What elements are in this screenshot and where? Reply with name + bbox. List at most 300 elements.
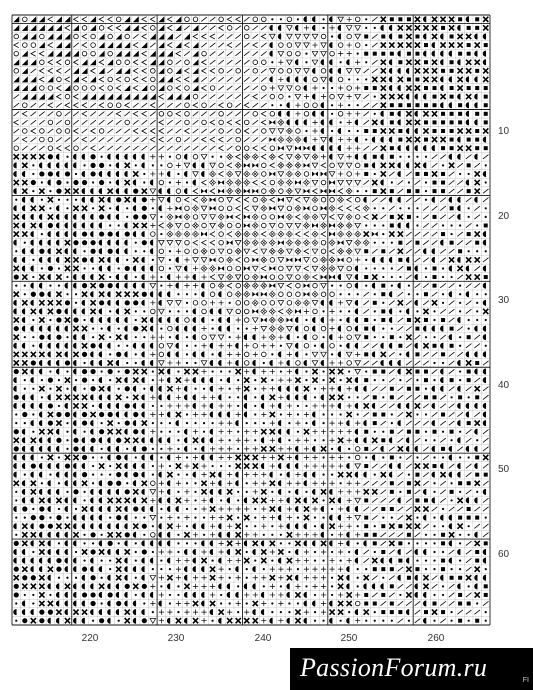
stitch-diamond-hatch: [193, 222, 199, 228]
stitch-dot: [229, 302, 231, 304]
stitch-dot: [485, 319, 487, 321]
stitch-dot: [237, 517, 239, 519]
stitch-slash: [193, 146, 199, 150]
stitch-filled-circle: [82, 369, 87, 374]
stitch-cross: [184, 532, 189, 537]
stitch-half-square: [73, 68, 79, 74]
stitch-half-circle: [432, 420, 435, 425]
stitch-dot: [263, 585, 265, 587]
stitch-filled-square: [398, 17, 402, 21]
stitch-filled-circle: [116, 438, 121, 443]
stitch-chevron: [65, 146, 70, 151]
stitch-slash: [423, 481, 429, 485]
stitch-half-circle: [227, 532, 230, 537]
stitch-half-circle: [159, 292, 162, 297]
stitch-filled-square: [450, 138, 454, 142]
stitch-dot: [58, 508, 60, 510]
stitch-dot: [348, 130, 350, 132]
stitch-filled-circle: [82, 472, 87, 477]
stitch-half-circle: [14, 171, 17, 176]
stitch-dot: [416, 207, 418, 209]
stitch-half-circle: [39, 283, 42, 288]
stitch-triangle: [312, 266, 318, 271]
stitch-dot: [194, 293, 196, 295]
stitch-dot: [365, 78, 367, 80]
stitch-half-circle: [14, 309, 17, 314]
stitch-triangle: [346, 301, 352, 306]
stitch-dot: [331, 285, 333, 287]
stitch-cross: [73, 326, 78, 331]
stitch-half-circle: [483, 412, 486, 417]
stitch-cross: [116, 429, 121, 434]
stitch-dot: [297, 413, 299, 415]
stitch-slash: [193, 120, 199, 124]
stitch-cross: [244, 386, 249, 391]
stitch-dot: [468, 396, 470, 398]
stitch-slash: [99, 137, 105, 141]
stitch-plus: [329, 429, 334, 434]
stitch-dot: [365, 285, 367, 287]
stitch-dot: [322, 559, 324, 561]
stitch-plus: [304, 446, 309, 451]
stitch-half-circle: [14, 403, 17, 408]
stitch-dot: [254, 388, 256, 390]
stitch-half-circle: [312, 446, 315, 451]
stitch-dot: [101, 602, 103, 604]
stitch-plus: [312, 584, 317, 589]
stitch-half-circle: [372, 403, 375, 408]
stitch-half-circle: [133, 154, 136, 159]
stitch-filled-square: [424, 498, 428, 502]
stitch-open-circle: [65, 60, 70, 65]
stitch-chevron: [185, 77, 190, 82]
stitch-cross: [82, 506, 87, 511]
stitch-dot: [450, 568, 452, 570]
stitch-half-circle: [474, 498, 477, 503]
stitch-plus: [338, 137, 343, 142]
stitch-slash: [466, 155, 472, 159]
stitch-slash: [13, 112, 19, 116]
stitch-half-square: [99, 42, 105, 48]
stitch-half-circle: [90, 317, 93, 322]
stitch-half-square: [193, 76, 199, 82]
stitch-half-circle: [116, 154, 119, 159]
stitch-half-circle: [440, 386, 443, 391]
stitch-half-circle: [329, 145, 332, 150]
stitch-dot: [160, 431, 162, 433]
stitch-half-circle: [90, 515, 93, 520]
stitch-dot: [391, 181, 393, 183]
stitch-half-circle: [466, 498, 469, 503]
stitch-slash: [449, 318, 455, 322]
stitch-half-circle: [295, 120, 298, 125]
stitch-cross: [125, 549, 130, 554]
stitch-slash: [457, 163, 463, 167]
stitch-half-circle: [22, 214, 25, 219]
stitch-cross: [90, 309, 95, 314]
stitch-filled-circle: [48, 524, 53, 529]
stitch-half-square: [158, 68, 164, 74]
stitch-diamond-hatch: [244, 154, 250, 160]
stitch-filled-square: [450, 95, 454, 99]
stitch-half-circle: [457, 420, 460, 425]
stitch-half-circle: [415, 145, 418, 150]
stitch-dot: [92, 620, 94, 622]
stitch-cross: [133, 438, 138, 443]
stitch-chevron: [185, 128, 190, 133]
stitch-slash: [406, 172, 412, 176]
stitch-filled-square: [450, 34, 454, 38]
stitch-plus: [159, 618, 164, 623]
stitch-half-circle: [65, 352, 68, 357]
stitch-triangle: [355, 180, 361, 185]
stitch-slash: [432, 223, 438, 227]
stitch-bowtie: [278, 146, 284, 151]
stitch-chevron: [176, 111, 181, 116]
stitch-slash: [218, 60, 224, 64]
stitch-half-circle: [184, 429, 187, 434]
stitch-filled-circle: [39, 524, 44, 529]
stitch-open-circle: [193, 301, 198, 306]
stitch-filled-square: [364, 172, 368, 176]
stitch-slash: [389, 404, 395, 408]
stitch-filled-square: [458, 395, 462, 399]
stitch-plus: [227, 455, 232, 460]
stitch-open-circle: [210, 292, 215, 297]
stitch-cross: [227, 515, 232, 520]
stitch-dot: [66, 388, 68, 390]
stitch-plus: [338, 429, 343, 434]
stitch-plus: [270, 438, 275, 443]
stitch-dot: [254, 379, 256, 381]
stitch-slash: [389, 172, 395, 176]
stitch-dot: [49, 190, 51, 192]
stitch-slash: [406, 455, 412, 459]
stitch-dot: [75, 293, 77, 295]
stitch-plus: [159, 549, 164, 554]
stitch-half-circle: [14, 609, 17, 614]
stitch-dot: [41, 199, 43, 201]
stitch-dot: [246, 525, 248, 527]
stitch-filled-square: [424, 318, 428, 322]
stitch-filled-circle: [31, 292, 36, 297]
stitch-slash: [99, 146, 105, 150]
stitch-half-circle: [107, 257, 110, 262]
stitch-dot: [32, 413, 34, 415]
stitch-dot: [135, 577, 137, 579]
stitch-plus: [253, 326, 258, 331]
stitch-half-circle: [406, 609, 409, 614]
stitch-triangle: [159, 240, 165, 245]
stitch-triangle: [218, 249, 224, 254]
stitch-cross: [227, 489, 232, 494]
stitch-half-circle: [295, 463, 298, 468]
stitch-diamond-hatch: [167, 231, 173, 237]
stitch-half-circle: [398, 85, 401, 90]
stitch-filled-square: [484, 275, 488, 279]
stitch-cross: [133, 223, 138, 228]
stitch-slash: [466, 438, 472, 442]
stitch-slash: [466, 309, 472, 313]
stitch-dot: [169, 181, 171, 183]
stitch-cross: [312, 378, 317, 383]
stitch-plus: [312, 532, 317, 537]
stitch-triangle: [150, 215, 156, 220]
stitch-half-circle: [406, 309, 409, 314]
stitch-half-circle: [218, 523, 221, 528]
stitch-dot: [220, 156, 222, 158]
stitch-cross: [39, 386, 44, 391]
stitch-plus: [227, 610, 232, 615]
stitch-half-circle: [99, 317, 102, 322]
stitch-filled-square: [433, 602, 437, 606]
stitch-diamond-hatch: [286, 188, 292, 194]
stitch-plus: [244, 532, 249, 537]
stitch-half-circle: [116, 214, 119, 219]
stitch-dot: [160, 456, 162, 458]
stitch-half-circle: [31, 283, 34, 288]
stitch-slash: [398, 584, 404, 588]
stitch-triangle: [355, 69, 361, 74]
stitch-half-circle: [133, 403, 136, 408]
stitch-cross: [406, 120, 411, 125]
stitch-cross: [423, 25, 428, 30]
stitch-cross: [406, 111, 411, 116]
stitch-half-circle: [312, 420, 315, 425]
stitch-filled-square: [424, 120, 428, 124]
stitch-filled-square: [484, 593, 488, 597]
stitch-half-circle: [48, 446, 51, 451]
stitch-dot: [220, 379, 222, 381]
stitch-dot: [382, 207, 384, 209]
stitch-triangle: [193, 172, 199, 177]
stitch-dot: [340, 559, 342, 561]
stitch-slash: [244, 137, 250, 141]
stitch-cross: [423, 575, 428, 580]
stitch-slash: [363, 361, 369, 365]
stitch-plus: [304, 438, 309, 443]
stitch-dot: [442, 224, 444, 226]
stitch-cross: [210, 506, 215, 511]
stitch-open-circle: [244, 309, 249, 314]
stitch-half-circle: [321, 60, 324, 65]
stitch-diamond-hatch: [269, 326, 275, 332]
stitch-half-circle: [31, 231, 34, 236]
stitch-slash: [372, 344, 378, 348]
stitch-filled-square: [364, 593, 368, 597]
stitch-plus: [176, 455, 181, 460]
stitch-diamond-hatch: [295, 171, 301, 177]
stitch-filled-circle: [125, 489, 130, 494]
stitch-half-circle: [73, 274, 76, 279]
stitch-diamond-hatch: [235, 162, 241, 168]
stitch-half-circle: [125, 575, 128, 580]
stitch-dot: [391, 285, 393, 287]
stitch-chevron: [142, 77, 147, 82]
stitch-chevron: [287, 283, 292, 288]
stitch-half-circle: [372, 584, 375, 589]
stitch-cross: [22, 360, 27, 365]
stitch-filled-square: [433, 275, 437, 279]
stitch-filled-circle: [108, 592, 113, 597]
stitch-half-square: [64, 51, 70, 57]
stitch-slash: [466, 541, 472, 545]
stitch-half-circle: [329, 154, 332, 159]
stitch-filled-square: [415, 352, 419, 356]
stitch-half-circle: [398, 403, 401, 408]
stitch-dot: [49, 594, 51, 596]
stitch-half-circle: [483, 377, 486, 382]
stitch-dot: [280, 585, 282, 587]
stitch-slash: [176, 120, 182, 124]
stitch-half-circle: [287, 463, 290, 468]
stitch-half-circle: [270, 25, 273, 30]
stitch-open-circle: [168, 69, 173, 74]
stitch-half-circle: [184, 171, 187, 176]
stitch-plus: [321, 429, 326, 434]
stitch-dot: [433, 379, 435, 381]
stitch-slash: [82, 146, 88, 150]
stitch-plus: [227, 420, 232, 425]
stitch-dot: [374, 96, 376, 98]
stitch-filled-square: [398, 60, 402, 64]
stitch-half-circle: [82, 274, 85, 279]
stitch-diamond-hatch: [295, 137, 301, 143]
stitch-slash: [261, 103, 267, 107]
stitch-dot: [442, 362, 444, 364]
stitch-dot: [186, 336, 188, 338]
stitch-dot: [92, 327, 94, 329]
stitch-triangle: [244, 249, 250, 254]
stitch-half-circle: [449, 455, 452, 460]
stitch-half-circle: [133, 481, 136, 486]
stitch-diamond-hatch: [338, 248, 344, 254]
stitch-slash: [423, 258, 429, 262]
stitch-filled-square: [458, 602, 462, 606]
stitch-filled-square: [390, 567, 394, 571]
stitch-slash: [235, 86, 241, 90]
stitch-half-circle: [159, 438, 162, 443]
stitch-open-circle: [227, 26, 232, 31]
stitch-slash: [372, 515, 378, 519]
stitch-slash: [372, 387, 378, 391]
stitch-cross: [415, 506, 420, 511]
stitch-half-circle: [389, 25, 392, 30]
stitch-dot: [459, 293, 461, 295]
stitch-cross: [449, 25, 454, 30]
stitch-half-square: [107, 42, 113, 48]
stitch-triangle: [278, 172, 284, 177]
stitch-slash: [252, 137, 258, 141]
stitch-dot: [135, 276, 137, 278]
stitch-cross: [244, 463, 249, 468]
stitch-plus: [184, 498, 189, 503]
stitch-cross: [167, 575, 172, 580]
stitch-half-circle: [107, 403, 110, 408]
stitch-half-circle: [133, 266, 136, 271]
stitch-cross: [22, 189, 27, 194]
stitch-half-circle: [457, 94, 460, 99]
stitch-dot: [118, 388, 120, 390]
stitch-half-circle: [125, 506, 128, 511]
stitch-open-circle: [202, 120, 207, 125]
stitch-open-circle: [65, 129, 70, 134]
stitch-slash: [372, 17, 378, 21]
stitch-cross: [236, 532, 241, 537]
stitch-triangle: [355, 34, 361, 39]
stitch-half-circle: [125, 154, 128, 159]
stitch-slash: [73, 120, 79, 124]
stitch-slash: [483, 533, 489, 537]
stitch-dot: [297, 602, 299, 604]
stitch-half-circle: [389, 60, 392, 65]
stitch-slash: [218, 77, 224, 81]
stitch-cross: [406, 60, 411, 65]
stitch-diamond-hatch: [227, 188, 233, 194]
stitch-dot: [305, 53, 307, 55]
stitch-slash: [363, 292, 369, 296]
stitch-half-circle: [210, 549, 213, 554]
stitch-half-circle: [48, 352, 51, 357]
stitch-half-circle: [14, 558, 17, 563]
stitch-dot: [322, 620, 324, 622]
stitch-diamond-hatch: [235, 180, 241, 186]
stitch-plus: [201, 472, 206, 477]
stitch-plus: [210, 515, 215, 520]
stitch-filled-circle: [48, 223, 53, 228]
stitch-half-circle: [372, 257, 375, 262]
stitch-dot: [152, 551, 154, 553]
stitch-filled-circle: [48, 154, 53, 159]
stitch-triangle: [321, 77, 327, 82]
stitch-cross: [108, 429, 113, 434]
stitch-open-circle: [313, 206, 318, 211]
stitch-dot: [83, 534, 85, 536]
stitch-dot: [135, 250, 137, 252]
stitch-cross: [389, 42, 394, 47]
stitch-filled-square: [475, 361, 479, 365]
stitch-slash: [31, 146, 37, 150]
stitch-slash: [210, 112, 216, 116]
stitch-open-circle: [296, 283, 301, 288]
stitch-slash: [150, 43, 156, 47]
stitch-dot: [340, 61, 342, 63]
stitch-chevron: [236, 17, 241, 22]
stitch-slash: [432, 576, 438, 580]
stitch-dot: [135, 456, 137, 458]
row-label-30: 30: [498, 295, 510, 306]
stitch-diamond-hatch: [261, 240, 267, 246]
stitch-half-circle: [73, 592, 76, 597]
stitch-open-circle: [262, 86, 267, 91]
stitch-slash: [432, 369, 438, 373]
stitch-cross: [338, 395, 343, 400]
stitch-half-circle: [39, 360, 42, 365]
stitch-dot: [331, 474, 333, 476]
stitch-half-circle: [287, 523, 290, 528]
stitch-dot: [109, 559, 111, 561]
stitch-slash: [483, 198, 489, 202]
stitch-plus: [150, 154, 155, 159]
stitch-half-circle: [125, 240, 128, 245]
stitch-half-circle: [133, 231, 136, 236]
stitch-slash: [466, 558, 472, 562]
stitch-half-circle: [483, 558, 486, 563]
stitch-slash: [432, 206, 438, 210]
stitch-slash: [210, 77, 216, 81]
stitch-half-circle: [304, 360, 307, 365]
stitch-cross: [372, 214, 377, 219]
